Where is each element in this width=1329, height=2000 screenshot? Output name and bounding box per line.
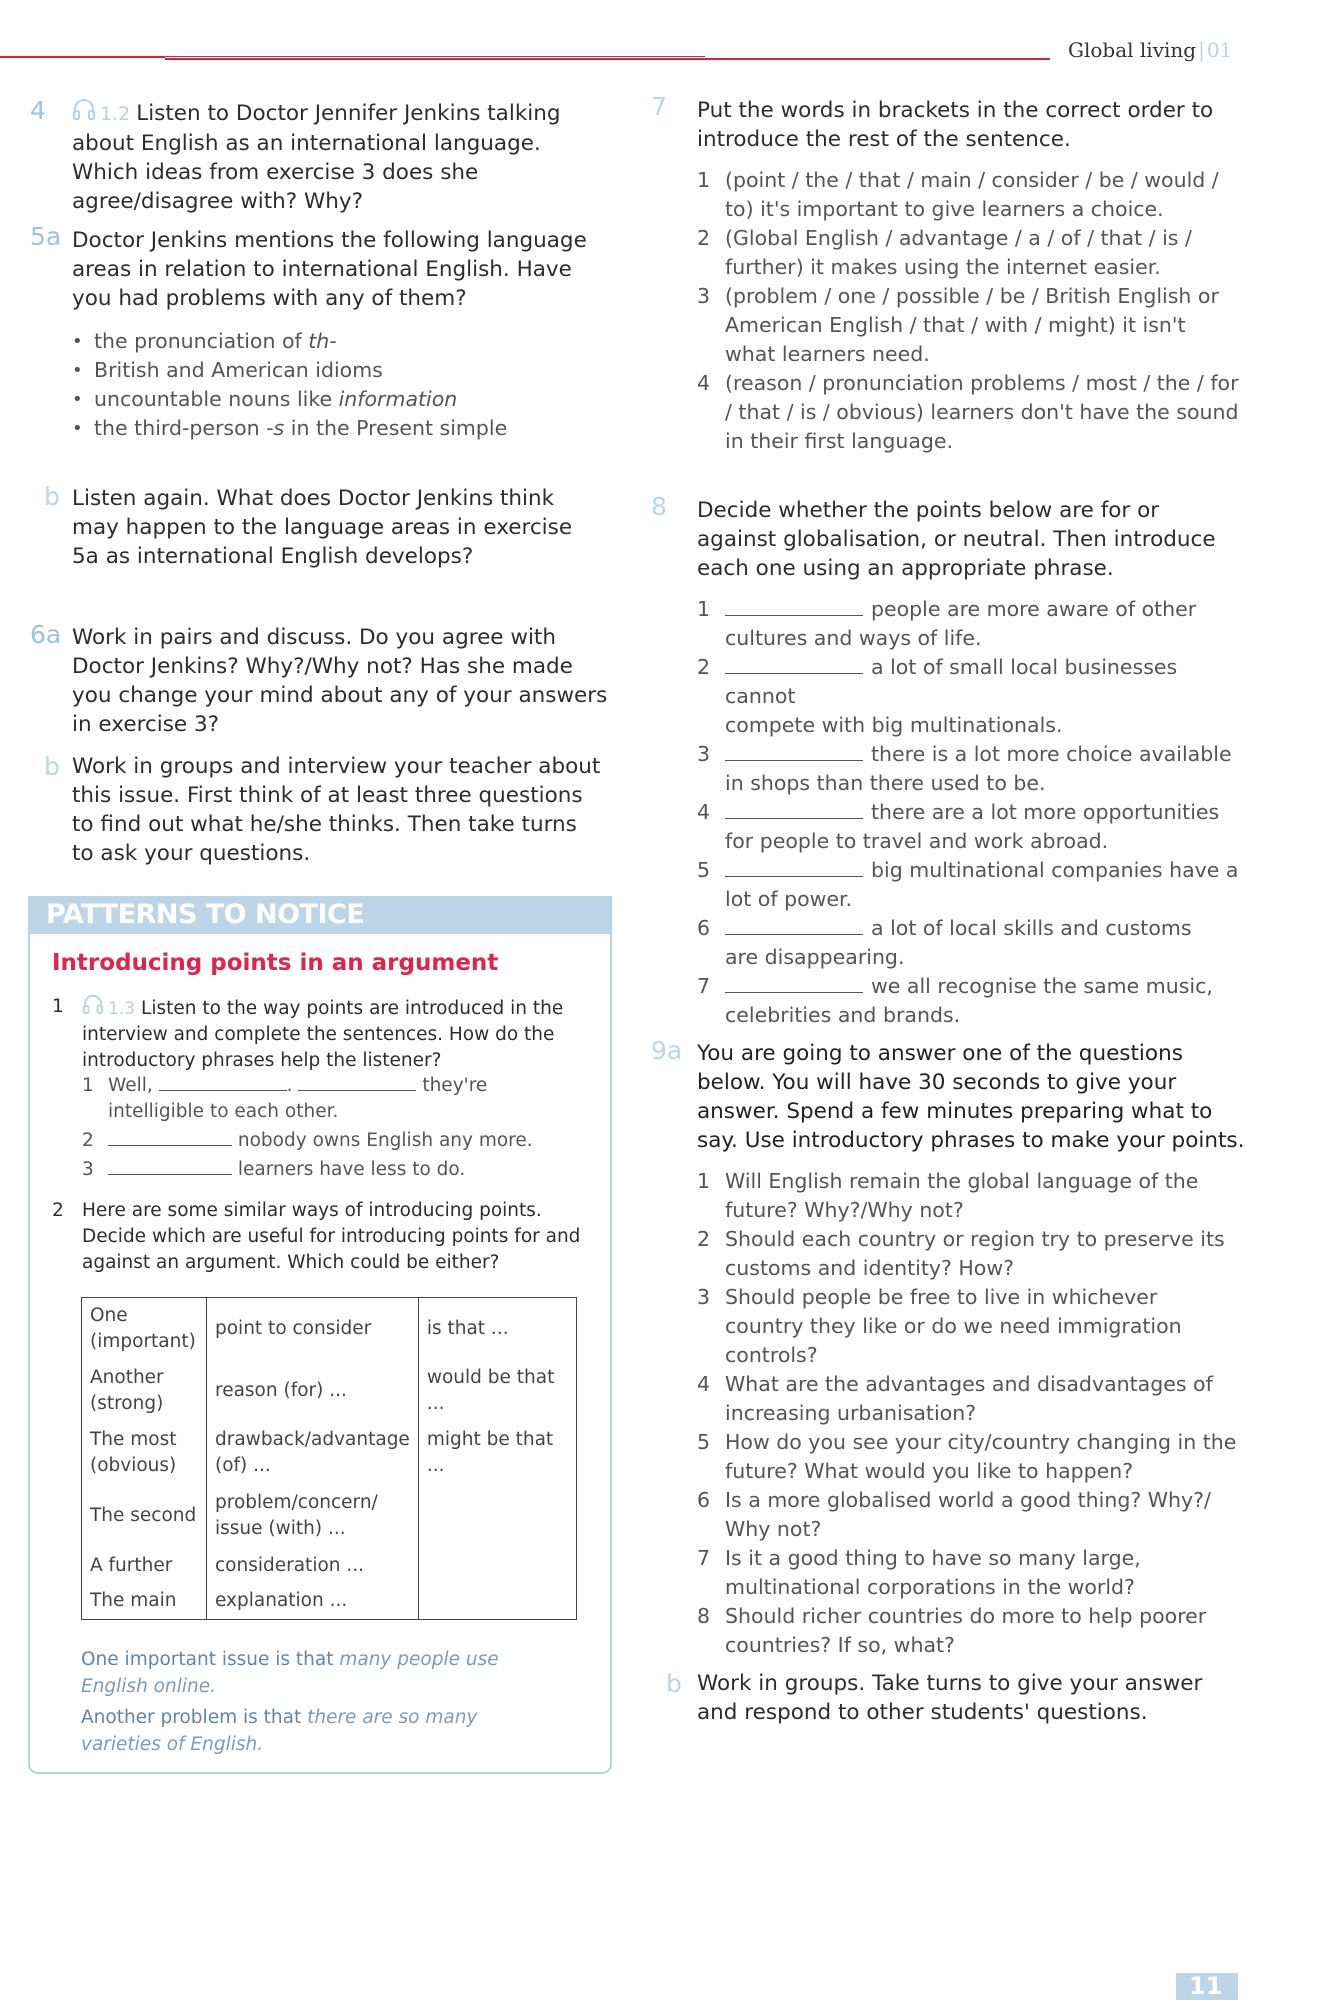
list-item [697,653,1242,740]
item-text: there is a lot more choice available [871,742,1232,766]
exercise-5a-bullets [72,327,612,443]
audio-icon [82,994,104,1020]
item-text: Should richer countries do more to help poorer countries? If so, what? [725,1604,1207,1657]
bullet-emphasis: th- [308,329,337,353]
exercise-8-number: 8 [651,492,667,521]
exercise-9a-list [697,1167,1242,1660]
table-cell: A further [82,1548,207,1584]
bullet-dot: • [72,331,83,352]
item-text: (reason / pronunciation problems / most / the / for / that / is / obvious) learners don't have the sound in their first language. [725,371,1239,453]
patterns-sentence-1 [82,1072,582,1125]
item-text: cultures and ways of life. [725,626,982,650]
example-emphasis: many people use English online. [81,1649,499,1697]
header-unit: 01 [1206,38,1233,62]
bullet-item [72,327,612,356]
sentence-punctuation: . [286,1075,293,1096]
phrases-table [81,1297,577,1620]
patterns-sentence-3 [82,1156,582,1183]
bullet-item [72,356,612,385]
exercise-5b-text: Listen again. What does Doctor Jenkins think may happen to the language areas in exercise 5a as international English develops? [72,486,573,569]
headphones-icon [82,994,104,1014]
item-text: for people to travel and work abroad. [725,829,1109,853]
item-text: Will English remain the global language of the future? Why?/Why not? [725,1169,1199,1222]
track-number: 1.3 [108,999,136,1019]
table-cell-empty [418,1584,576,1620]
exercise-7-list [697,166,1242,456]
patterns-heading: Introducing points in an argument [52,950,499,976]
exercise-7-number: 7 [651,92,667,121]
sentence-text: nobody owns English any more. [237,1130,533,1151]
bullet-item [72,414,612,443]
list-item [697,224,1242,282]
header-separator: | [1198,38,1205,62]
item-number: 6 [697,1488,711,1512]
sentence-text: Well, [108,1075,153,1096]
patterns-item-1-text: Listen to the way points are introduced in the interview and complete the sentences. How do the introductory phrases help the listener? [82,998,564,1071]
bullet-item [72,385,612,414]
table-cell: would be that ... [418,1360,576,1422]
exercise-6a-number: 6a [30,620,62,649]
example-emphasis: there are so many varieties of English. [81,1707,478,1755]
table-cell-empty [418,1548,576,1584]
list-item [697,1544,1242,1602]
list-item [697,1283,1242,1370]
bullet-dot: • [72,360,83,381]
headphones-icon [72,98,96,120]
patterns-item-2-number: 2 [52,1200,64,1221]
item-text: celebrities and brands. [725,1003,961,1027]
item-number: 8 [697,1604,711,1628]
exercise-5b-letter: b [44,482,60,511]
item-number: 4 [697,800,711,824]
table-cell: The main [82,1584,207,1620]
table-cell: drawback/advantage (of) ... [207,1422,419,1484]
table-cell: might be that ... [418,1422,576,1484]
item-text: (point / the / that / main / consider / be / would / to) it's important to give learners a choice. [725,168,1219,221]
answer-blank[interactable] [725,742,863,761]
item-number: 4 [697,371,711,395]
item-text: lot of power. [725,887,853,911]
item-number: 1 [697,1169,711,1193]
list-item [697,1428,1242,1486]
running-header [1068,38,1232,62]
table-cell: The second [82,1484,207,1548]
answer-blank[interactable] [298,1072,416,1091]
item-number: 4 [697,1372,711,1396]
item-number: 2 [697,655,711,679]
item-text: there are a lot more opportunities [871,800,1220,824]
item-text: in shops than there used to be. [725,771,1046,795]
header-rule-left [0,56,165,58]
exercise-4-number: 4 [30,96,46,125]
list-item [697,1225,1242,1283]
exercise-8-list [697,595,1242,1030]
list-item [697,914,1242,972]
bullet-text: the third-person [94,416,267,440]
answer-blank[interactable] [159,1072,287,1091]
item-number: 7 [697,974,711,998]
item-text: Is a more globalised world a good thing? Why?/ Why not? [725,1488,1211,1541]
example-sentence-1 [81,1646,511,1700]
list-item [697,740,1242,798]
example-sentence-2 [81,1704,511,1758]
page-number: 11 [1189,1972,1223,2000]
item-number: 2 [697,1227,711,1251]
list-item [697,282,1242,369]
item-number: 1 [697,597,711,621]
item-number: 3 [697,1285,711,1309]
bullet-text-end: in the Present simple [284,416,508,440]
item-text: Is it a good thing to have so many large, multinational corporations in the world? [725,1546,1141,1599]
table-cell: is that ... [418,1298,576,1360]
answer-blank[interactable] [108,1156,232,1175]
audio-icon [72,98,96,128]
exercise-9b-letter: b [666,1669,682,1698]
item-text: a lot of local skills and customs [871,916,1192,940]
patterns-item-1-number: 1 [52,996,64,1017]
item-number: 1 [697,168,711,192]
list-item [697,972,1242,1030]
exercise-4-instruction [72,98,612,216]
answer-blank[interactable] [725,974,863,993]
item-number: 6 [697,916,711,940]
table-cell: problem/concern/ issue (with) ... [207,1484,419,1548]
item-number: 5 [697,1430,711,1454]
bullet-emphasis: -s [266,416,285,440]
item-text: compete with big multinationals. [725,713,1063,737]
item-number: 5 [697,858,711,882]
item-text: How do you see your city/country changing in the future? What would you like to happen? [725,1430,1237,1483]
answer-blank[interactable] [108,1127,232,1146]
table-cell: The most (obvious) [82,1422,207,1484]
track-number: 1.2 [100,103,131,125]
exercise-6b-text: Work in groups and interview your teacher about this issue. First think of at least three questions to find out what he/she thinks. Then take turns to ask your questions. [72,754,601,866]
sentence-text: intelligible to each other. [108,1101,339,1122]
exercise-5a-number: 5a [30,222,62,251]
header-rule-thin [165,56,705,57]
item-text: (problem / one / possible / be / British English or American English / that / with / might) it isn't what learners need. [725,284,1219,366]
table-cell: reason (for) ... [207,1360,419,1422]
table-cell-empty [418,1484,576,1548]
table-cell: explanation ... [207,1584,419,1620]
item-text: we all recognise the same music, [871,974,1213,998]
list-item [697,1370,1242,1428]
item-number: 3 [697,742,711,766]
answer-blank[interactable] [725,858,863,877]
bullet-dot: • [72,418,83,439]
item-text: big multinational companies have a [871,858,1239,882]
patterns-item-2-text: Here are some similar ways of introducing points. Decide which are useful for introducing points for and against an argument. Which could be either? [82,1200,581,1273]
answer-blank[interactable] [725,655,863,674]
example-lead: Another problem is that [81,1707,308,1728]
header-title: Global living [1068,38,1197,62]
exercise-9a-number: 9a [651,1036,683,1065]
item-text: a lot of small local businesses cannot [725,655,1178,708]
table-cell: point to consider [207,1298,419,1360]
list-item [697,856,1242,914]
item-text: (Global English / advantage / a / of / that / is / further) it makes using the internet easier. [725,226,1192,279]
answer-blank[interactable] [725,597,863,616]
list-item [697,369,1242,456]
example-lead: One important issue is that [81,1649,340,1670]
item-text: are disappearing. [725,945,905,969]
bullet-emphasis: information [338,387,458,411]
bullet-dot: • [72,389,83,410]
answer-blank[interactable] [725,916,863,935]
exercise-9a-text: You are going to answer one of the questions below. You will have 30 seconds to give your answer. Spend a few minutes preparing what to say. Use introductory phrases to make your points. [697,1041,1245,1153]
item-number: 7 [697,1546,711,1570]
patterns-sentence-2 [82,1127,582,1154]
exercise-5a-text: Doctor Jenkins mentions the following language areas in relation to international English. Have you had problems with any of them? [72,228,587,311]
item-text: Should each country or region try to preserve its customs and identity? How? [725,1227,1225,1280]
answer-blank[interactable] [725,800,863,819]
exercise-8-text: Decide whether the points below are for or against globalisation, or neutral. Then introduce each one using an appropriate phrase. [697,498,1216,581]
list-item [697,1486,1242,1544]
item-text: What are the advantages and disadvantages of increasing urbanisation? [725,1372,1213,1425]
bullet-text: uncountable nouns like [94,387,339,411]
list-item [697,798,1242,856]
sentence-number: 1 [82,1075,94,1096]
bullet-text: the pronunciation of [94,329,309,353]
exercise-6a-text: Work in pairs and discuss. Do you agree with Doctor Jenkins? Why?/Why not? Has she made you change your mind about any of your answers in exercise 3? [72,625,608,737]
sentence-number: 3 [82,1159,94,1180]
sentence-text: learners have less to do. [237,1159,466,1180]
table-cell: consideration ... [207,1548,419,1584]
item-text: Should people be free to live in whichever country they like or do we need immigration controls? [725,1285,1182,1367]
item-text: people are more aware of other [871,597,1197,621]
sentence-text: they're [422,1075,488,1096]
exercise-7-text: Put the words in brackets in the correct order to introduce the rest of the sentence. [697,98,1214,152]
list-item [697,1602,1242,1660]
header-rule-right [165,58,1050,60]
list-item [697,595,1242,653]
patterns-item-1-instruction [82,994,582,1074]
table-cell: Another (strong) [82,1360,207,1422]
exercise-9b-text: Work in groups. Take turns to give your answer and respond to other students' questions. [697,1671,1203,1725]
item-number: 3 [697,284,711,308]
list-item [697,166,1242,224]
table-cell: One (important) [82,1298,207,1360]
exercise-6b-letter: b [44,752,60,781]
list-item [697,1167,1242,1225]
item-number: 2 [697,226,711,250]
exercise-4-text: Listen to Doctor Jennifer Jenkins talking about English as an international language. Which ideas from exercise 3 does she agree/disagree with? Why? [72,101,561,214]
bullet-text: British and American idioms [94,358,383,382]
sentence-number: 2 [82,1130,94,1151]
patterns-label: PATTERNS TO NOTICE [46,899,365,930]
